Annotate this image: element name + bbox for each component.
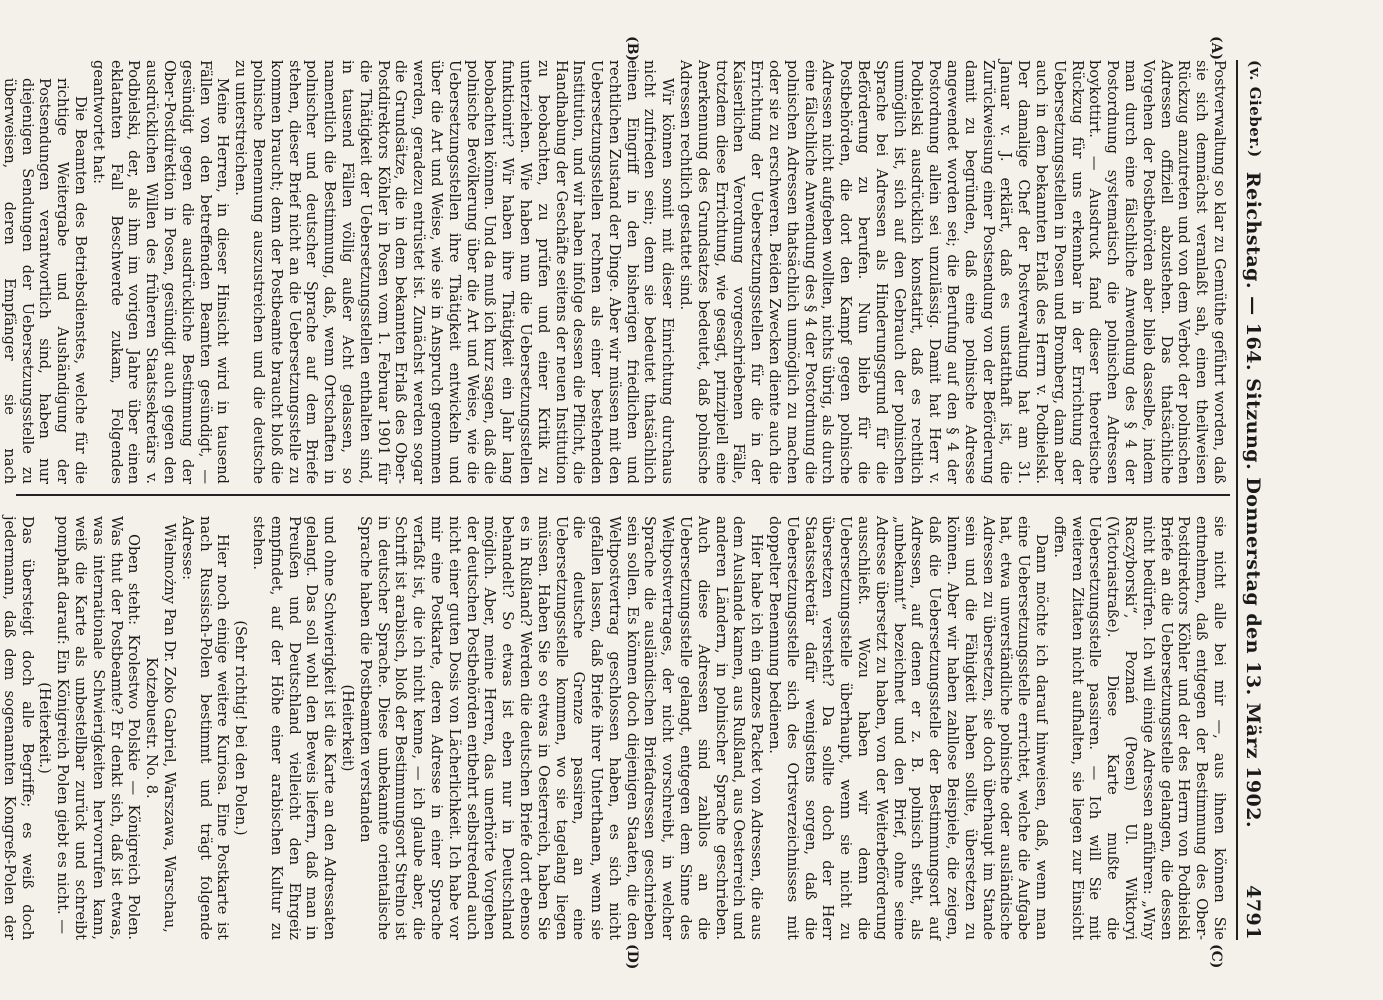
interjection: (Heiterkeit.): [36, 682, 54, 774]
quoted-address: Wielmożny Pan Dr. Zoko Gabriel, Warszawa, Warschau, Kotzebuestr. No. 8.: [143, 523, 178, 933]
interjection: (Sehr richtig! bei den Polen.): [232, 620, 250, 836]
margin-marker-a: (A): [1208, 36, 1224, 61]
paragraph: sie nicht alle bei mir —, aus ihnen können Sie entnehmen, daß entgegen der Bestimmung des Ober-Postdirektors Köhler und der des Herrn von Podbielski Briefe an die Uebersetzungsstelle gelangen, die dessen nicht bedürfen. Ich will einige Adressen anführen: „Wny Raczyborski“, Poznań (Posen) Ul. Wiktoryi (Victoriastraße). Diese Karte mußte die Uebersetzungsstelle passiren. — Ich will Sie mit weiteren Zitaten nicht aufhalten, sie liegen zur Einsicht offen.: [1050, 516, 1228, 940]
paragraph: und ohne Schwierigkeit ist die Karte an den Adressaten gelangt. Das soll wohl den Beweis liefern, daß man in Preußen und Deutschland vielleicht den Ehrgeiz empfindet, auf der Höhe einer arabischen Kultur zu stehen.: [249, 516, 339, 940]
paragraph: Hier habe ich ein ganzes Packet von Adressen, die aus dem Auslande kamen, aus Rußland, aus Oesterreich und anderen Ländern, in polnischer Sprache geschrieben. Auch diese Adressen sind zahllos an die Uebersetzungsstelle gelangt, entgegen dem Sinne des Weltpostvertrages, der nicht vorschreibt, in welcher Sprache die ausländischen Briefadressen geschrieben sein sollen. Es können doch diejenigen Staaten, die den Weltpostvertrag geschlossen haben, es sich nicht gefallen lassen, daß Briefe ihrer Unterthanen, wenn sie die deutsche Grenze passiren, an eine Uebersetzungsstelle kommen, wo sie tagelang liegen müssen. Haben Sie so etwas in Oesterreich, haben Sie es in Rußland? Werden die deutschen Briefe dort ebenso behandelt? So etwas ist eben nur in Deutschland möglich. Aber, meine Herren, das unerhörte Vorgehen der deutschen Postbehörden entbehrt selbstredend auch nicht einer guten Dosis von Lächerlichkeit. Ich habe vor mir eine Postkarte, deren Adresse in einer Sprache verfaßt ist, die ich nicht kenne, — ich glaube aber, die Schrift ist arabisch, bloß der Bestimmungsort Strelno ist in deutscher Sprache. Diese unbekannte orientalische Sprache haben die Postbeamten verstanden: [356, 516, 766, 940]
paragraph: Wir können somit mit dieser Einrichtung durchaus nicht zufrieden sein; denn sie bedeutet thatsächlich einen Eingriff in den bisherigen friedlichen und rechtlichen Zustand der Dinge. Aber wir müssen mit den Uebersetzungsstellen rechnen als einer bestehenden Institution, und wir haben infolge dessen die Pflicht, die Handhabung der Geschäfte seitens der neuen Institution zu beobachten, zu prüfen und einer Kritik zu unterziehen. Wie haben nun die Uebersetzungsstellen funktionirt? Wir haben ihre Thätigkeit ein Jahr lang beobachten können. Und da muß ich kurz sagen, daß die polnische Bevölkerung über die Art und Weise, wie die Uebersetzungsstellen ihre Thätigkeit entwickeln und über die Art und Weise, wie sie in Anspruch genommen werden, geradezu entrüstet ist. Zunächst werden sogar die Grundsätze, die in dem bekannten Erlaß des Ober-Postdirektors Köhler in Posen vom 1. Februar 1901 für die Thätigkeit der Uebersetzungsstellen enthalten sind, in tausend Fällen völlig außer Acht gelassen, so namentlich die Bestimmung, daß, wenn Ortschaften in polnischer und deutscher Sprache auf dem Briefe stehen, dieser Brief nicht an die Uebersetzungsstelle zu kommen braucht; denn der Postbeamte braucht bloß die polnische Benennung auszustreichen und die deutsche zu unterstreichen.: [232, 60, 677, 484]
column-divider: [16, 494, 1230, 496]
paragraph: Oben steht: Krolestwo Polskie — Königreich Polen. Was thut der Postbeamte? Er denkt sich, daß ist etwas, was internationale Schwierigkeiten hervorrufen kann, weiß die Karte als unbestellbar zurück und schreibt pomphaft darauf: Ein Königreich Polen giebt es nicht. —: [54, 516, 143, 940]
page-header: [1236, 60, 1264, 940]
left-column: [0, 60, 1228, 484]
paragraph: Meine Herren, in dieser Hinsicht wird in tausend Fällen von den betreffenden Beamten gesündigt, — gesündigt gegen die ausdrückliche Bestimmung der Ober-Postdirektion in Posen, gesündigt auch gegen den ausdrücklichen Willen des früheren Staatssekretärs v. Podbielski, der, als ihm im vorigen Jahre über einen eklatanten Fall Beschwerde zukam, Folgendes geantwortet hat:: [89, 60, 232, 484]
right-column: [0, 516, 1228, 940]
paragraph: Postverwaltung so klar zu Gemüthe geführt worden, daß sie sich demnächst veranlaßt sah, einen theilweisen Rückzug anzutreten und von dem Verbot der polnischen Adressen offiziell abzustehen. Das thatsächliche Vorgehen der Postbehörden aber blieb dasselbe, indem man durch eine fälschliche Anwendung des § 4 der Postordnung systematisch die polnischen Adressen boykottirt. — Ausdruck fand dieser theoretische Rückzug für uns erkennbar in der Errichtung der Uebersetzungsstellen in Posen und Bromberg, dann aber auch in dem bekannten Erlaß des Herrn v. Podbielski. Der damalige Chef der Postverwaltung hat am 31. Januar v. J. erklärt, daß es unstatthaft ist, die Zurückweisung einer Postsendung von der Beförderung damit zu begründen, daß eine polnische Adresse angewendet worden sei; die Berufung auf den § 4 der Postordnung allein sei unzulässig. Damit hat Herr v. Podbielski ausdrücklich konstatirt, daß es rechtlich unmöglich ist, sich auf den Gebrauch der polnischen Sprache bei Adressen als Hinderungsgrund für die Beförderung zu berufen. Nun blieb für die Postbehörden, die dort den Kampf gegen polnische Adressen nicht aufgeben wollten, nichts übrig, als durch eine fälschliche Anwendung des § 4 der Postordnung die polnischen Adressen thatsächlich unmöglich zu machen oder sie zu erschweren. Beiden Zwecken diente auch die Errichtung der Uebersetzungsstellen für die in der Kaiserlichen Verordnung vorgeschriebenen Fälle, trotzdem diese Errichtung, wie gesagt, prinzipiell eine Anerkennung des Grundsatzes bedeutet, daß polnische Adressen rechtlich gestattet sind.: [677, 60, 1228, 484]
paragraph: Hier noch einige weitere Kuriosa. Eine Postkarte ist nach Russisch-Polen bestimmt und trägt folgende Adresse:: [178, 516, 232, 940]
page-number: 4791: [1242, 885, 1264, 940]
page-title: Reichstag. — 164. Sitzung. Donnerstag den 13. März 1902.: [1242, 171, 1264, 829]
quotation: Die Beamten des Betriebsdienstes, welche für die richtige Weitergabe und Aushändigung der Postsendungen verantwortlich sind, haben nur diejenigen Sendungen der Uebersetzungsstelle zu überweisen, deren Empfänger sie nach: [0, 78, 89, 484]
speaker-tag: (v. Gieber.): [1246, 60, 1264, 158]
paragraph: Dann möchte ich darauf hinweisen, daß, wenn man eine Uebersetzungsstelle errichtet, welche die Aufgabe hat, etwa unverständliche polnische oder ausländische Adressen zu übersetzen, sie doch überhaupt im Stande sein und die Fähigkeit haben sollte, übersetzen zu können. Aber wir haben zahllose Beispiele, die zeigen, daß die Uebersetzungsstelle der Bestimmungsort auf Adressen, auf denen er z. B. polnisch steht, als „unbekannt“ bezeichnet und den Brief, ohne seine Adresse übersetzt zu haben, von der Weiterbeförderung ausschließt. Wozu haben wir denn die Uebersetzungsstelle überhaupt, wenn sie nicht zu übersetzen versteht? Da sollte doch der Herr Staatssekretär dafür wenigstens sorgen, daß die Uebersetzungsstelle sich des Ortsverzeichnisses mit doppelter Benennung bedienen.: [766, 516, 1051, 940]
interjection: (Heiterkeit): [338, 684, 356, 772]
margin-marker-d: (D): [624, 944, 640, 970]
margin-marker-c: (C): [1208, 944, 1224, 969]
paragraph: Das übersteigt doch alle Begriffe; es weiß doch jedermann, daß dem sogenannten Kongreß-Polen der: [0, 516, 36, 940]
margin-marker-b: (B): [624, 36, 640, 62]
